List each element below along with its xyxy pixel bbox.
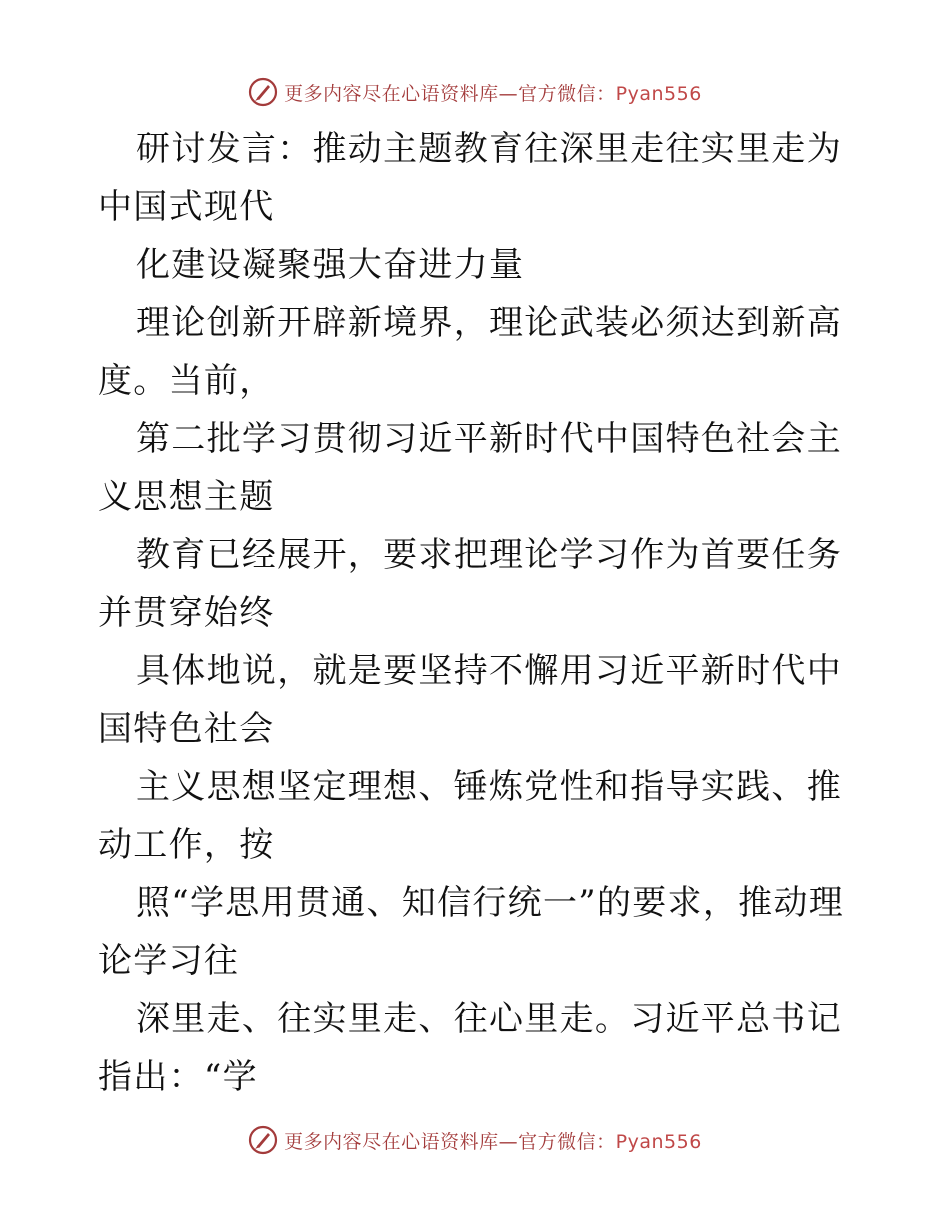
wechat-id: Pyan556: [615, 82, 702, 105]
paragraph-9: 深里走、往实里走、往心里走。习近平总书记指出：“学: [98, 999, 842, 1097]
quill-seal-icon: [248, 77, 278, 107]
wechat-id: Pyan556: [615, 1130, 702, 1153]
header-watermark-banner: [0, 72, 950, 112]
quill-seal-icon: [248, 1125, 278, 1155]
document-body: [98, 120, 858, 1106]
banner-text: [284, 79, 702, 106]
paragraph-8: 照“学思用贯通、知信行统一”的要求，推动理论学习往: [98, 883, 845, 981]
banner-text: [284, 1127, 702, 1154]
paragraph-3: 理论创新开辟新境界，理论武装必须达到新高度。当前，: [98, 303, 842, 401]
paragraph-6: 具体地说，就是要坚持不懈用习近平新时代中国特色社会: [98, 651, 842, 749]
footer-watermark-banner: [0, 1120, 950, 1160]
banner-label: 更多内容尽在心语资料库—官方微信：: [284, 82, 616, 105]
paragraph-2: 化建设凝聚强大奋进力量: [136, 245, 525, 285]
banner-label: 更多内容尽在心语资料库—官方微信：: [284, 1130, 616, 1153]
paragraph-1: 研讨发言：推动主题教育往深里走往实里走为中国式现代: [98, 129, 842, 227]
paragraph-7: 主义思想坚定理想、锤炼党性和指导实践、推动工作，按: [98, 767, 842, 865]
paragraph-5: 教育已经展开，要求把理论学习作为首要任务并贯穿始终: [98, 535, 842, 633]
paragraph-4: 第二批学习贯彻习近平新时代中国特色社会主义思想主题: [98, 419, 842, 517]
